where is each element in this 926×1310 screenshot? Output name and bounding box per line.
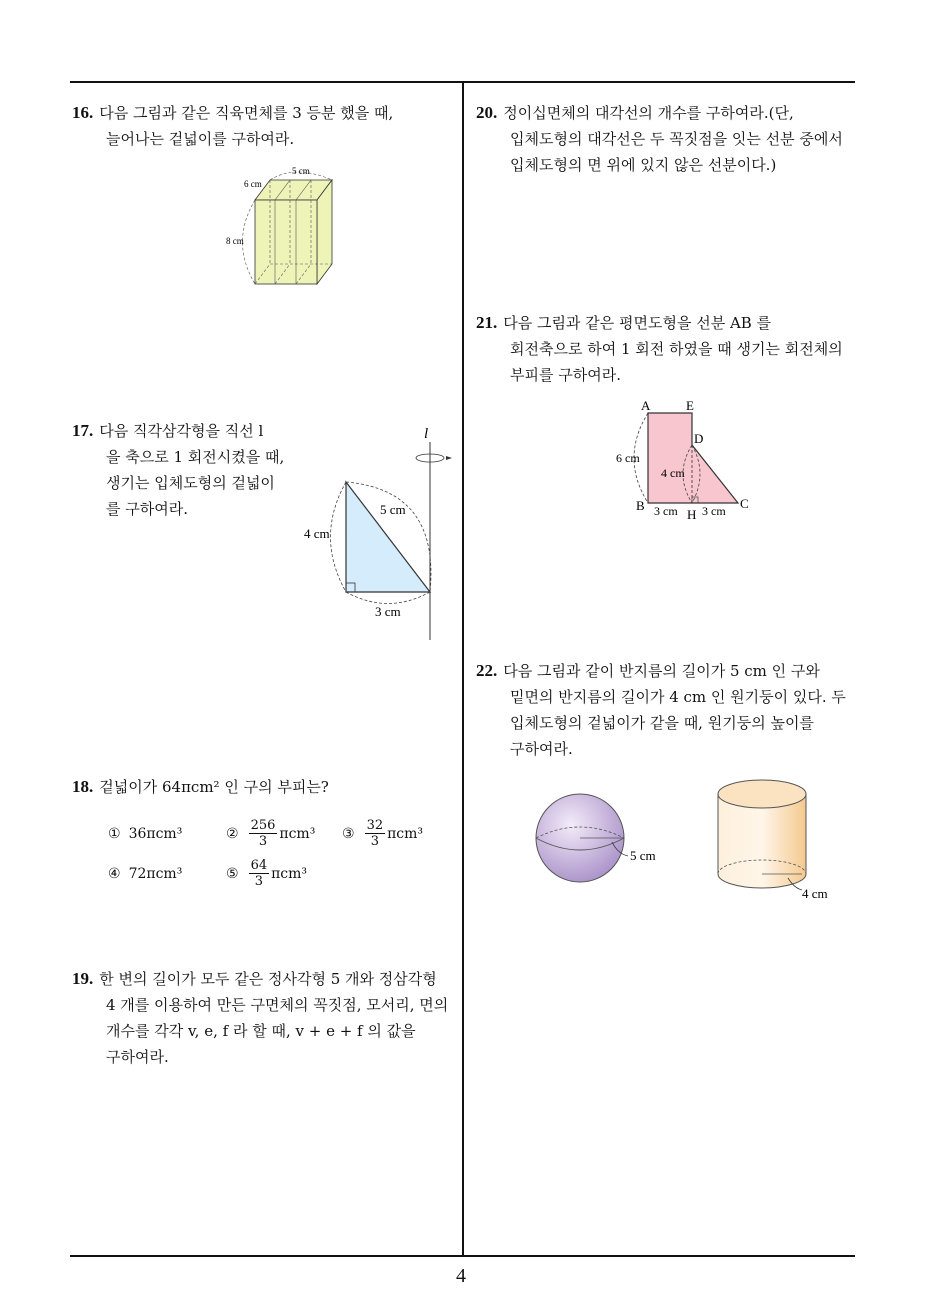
question-20 [476, 100, 856, 178]
question-text: 한 변의 길이가 모두 같은 정사각형 5 개와 정삼각형 [99, 970, 437, 988]
q21-label-bh: 3 cm [654, 504, 678, 518]
q22-cylinder-radius: 4 cm [802, 886, 828, 901]
question-18 [72, 774, 452, 800]
q16-label-b: 6 cm [244, 179, 262, 189]
column-divider [462, 82, 464, 1257]
question-22 [476, 658, 856, 762]
choice-4[interactable] [108, 866, 182, 882]
question-text: 밑면의 반지름의 길이가 4 cm 인 원기둥이 있다. 두 [510, 688, 846, 706]
choice-unit: πcm³ [387, 825, 424, 842]
q21-label-A: A [641, 398, 651, 413]
question-number: 18. [72, 777, 94, 796]
question-17 [72, 418, 302, 522]
choice-mark: ① [108, 826, 121, 842]
question-text: 입체도형의 겉넓이가 같을 때, 원기둥의 높이를 [510, 714, 814, 732]
question-21 [476, 310, 856, 388]
q21-plane-figure [610, 395, 760, 525]
question-number: 17. [72, 421, 94, 440]
question-text: 입체도형의 대각선은 두 꼭짓점을 잇는 선분 중에서 [510, 130, 843, 148]
question-text: 을 축으로 1 회전시켰을 때, [106, 448, 285, 466]
q17-triangle-figure [300, 420, 460, 645]
choice-value: 36πcm³ [128, 826, 183, 842]
q21-label-left: 6 cm [616, 451, 640, 465]
choice-mark: ④ [108, 866, 121, 882]
q16-label-a: 5 cm [292, 166, 310, 176]
question-text: 겉넓이가 64πcm² 인 구의 부피는? [99, 778, 329, 796]
q17-axis-label: l [424, 426, 429, 442]
question-19 [72, 966, 457, 1070]
question-text: 다음 그림과 같은 직육면체를 3 등분 했을 때, [99, 104, 394, 122]
question-text: 다음 직각삼각형을 직선 l [99, 422, 264, 440]
question-16 [72, 100, 452, 152]
q22-sphere-radius: 5 cm [630, 848, 656, 863]
q22-sphere-figure [530, 790, 670, 890]
q21-label-B: B [636, 498, 645, 513]
choice-mark: ⑤ [226, 865, 239, 882]
q16-label-c: 8 cm [226, 236, 244, 246]
q17-hyp-label: 5 cm [380, 502, 406, 517]
choice-unit: πcm³ [271, 865, 308, 882]
q21-label-hc: 3 cm [702, 504, 726, 518]
q21-label-C: C [740, 496, 749, 511]
choice-denominator: 3 [258, 834, 268, 849]
choice-5[interactable] [226, 858, 307, 889]
choice-denominator: 3 [370, 834, 379, 849]
question-text: 구하여라. [510, 740, 573, 758]
question-text: 구하여라. [106, 1048, 169, 1066]
q21-label-mid: 4 cm [661, 466, 685, 480]
choice-unit: πcm³ [279, 825, 316, 842]
question-text: 를 구하여라. [106, 500, 188, 518]
q21-label-E: E [686, 398, 694, 413]
choice-mark: ② [226, 825, 239, 842]
choice-denominator: 3 [254, 874, 263, 889]
choice-mark: ③ [342, 825, 355, 842]
question-text: 개수를 각각 v, e, f 라 할 때, v + e + f 의 값을 [106, 1022, 416, 1040]
q18-choices [108, 818, 448, 898]
question-text: 정이십면체의 대각선의 개수를 구하여라.(단, [503, 104, 794, 122]
q16-cuboid-figure [220, 160, 350, 290]
bottom-rule [70, 1255, 855, 1257]
choice-value: 72πcm³ [128, 866, 183, 882]
question-number: 21. [476, 313, 498, 332]
choice-1[interactable] [108, 826, 182, 842]
q17-base-label: 3 cm [375, 604, 401, 619]
question-number: 19. [72, 969, 94, 988]
question-number: 20. [476, 103, 498, 122]
choice-3[interactable] [342, 818, 423, 849]
q22-cylinder-figure [712, 776, 842, 906]
choice-numerator: 64 [250, 858, 268, 873]
choice-numerator: 32 [366, 818, 384, 833]
q21-label-H: H [687, 507, 697, 522]
question-text: 회전축으로 하여 1 회전 하였을 때 생기는 회전체의 [510, 340, 843, 358]
q17-height-label: 4 cm [304, 526, 330, 541]
choice-numerator: 256 [250, 818, 276, 833]
question-text: 생기는 입체도형의 겉넓이 [106, 474, 275, 492]
page-number: 4 [456, 1265, 466, 1287]
question-text: 다음 그림과 같이 반지름의 길이가 5 cm 인 구와 [503, 662, 820, 680]
question-text: 입체도형의 면 위에 있지 않은 선분이다.) [510, 156, 777, 174]
question-text: 늘어나는 겉넓이를 구하여라. [106, 130, 295, 148]
q21-label-D: D [694, 431, 704, 446]
question-text: 다음 그림과 같은 평면도형을 선분 AB 를 [503, 314, 772, 332]
question-text: 부피를 구하여라. [510, 366, 621, 384]
choice-2[interactable] [226, 818, 315, 849]
question-number: 22. [476, 661, 498, 680]
question-number: 16. [72, 103, 94, 122]
question-text: 4 개를 이용하여 만든 구면체의 꼭짓점, 모서리, 면의 [106, 996, 449, 1014]
